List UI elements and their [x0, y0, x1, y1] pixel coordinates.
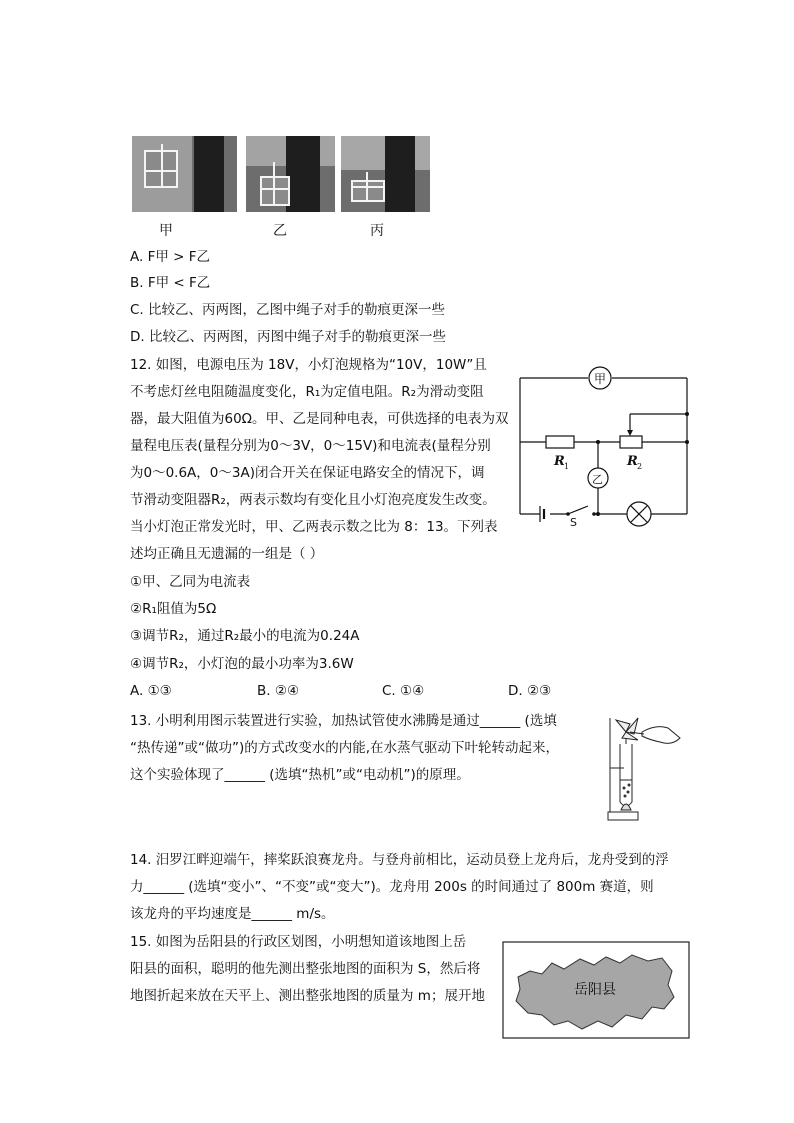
- q12-line-4: 量程电压表(量程分别为0～3V，0～15V)和电流表(量程分别: [130, 438, 491, 454]
- q13-line-3: 这个实验体现了______ (选填“热机”或“电动机”)的原理。: [130, 767, 470, 783]
- r2-label: R: [627, 454, 638, 469]
- photo-bing: [341, 136, 430, 212]
- yueyang-county-map: [502, 941, 690, 1039]
- q12-line-7: 当小灯泡正常发光时，甲、乙两表示数之比为 8：13。下列表: [130, 519, 498, 535]
- q12-line-8: 述均正确且无遗漏的一组是（ ）: [130, 546, 324, 562]
- q11-option-b: B. F甲 < F乙: [130, 275, 211, 291]
- steam-turbine-apparatus: [590, 710, 695, 826]
- caption-yi: 乙: [273, 223, 287, 239]
- q12-statement-3: ③调节R₂，通过R₂最小的电流为0.24A: [130, 628, 360, 644]
- q14-line-3: 该龙舟的平均速度是______ m/s。: [130, 906, 335, 922]
- q12-line-5: 为0～0.6A，0～3A)闭合开关在保证电路安全的情况下，调: [130, 465, 485, 481]
- q15-line-2: 阳县的面积，聪明的他先测出整张地图的面积为 S，然后将: [130, 961, 481, 977]
- q11-option-d: D. 比较乙、丙两图，丙图中绳子对手的勒痕更深一些: [130, 329, 446, 345]
- q14-line-2: 力______ (选填“变小”、“不变”或“变大”)。龙舟用 200s 的时间通过了 800m 赛道，则: [130, 879, 654, 895]
- map-label: 岳阳县: [574, 982, 616, 998]
- meter-yi-label: 乙: [592, 473, 603, 486]
- q15-line-1: 15. 如图为岳阳县的行政区划图，小明想知道该地图上岳: [130, 934, 467, 950]
- q12-option-a: A. ①③: [130, 683, 172, 699]
- caption-bing: 丙: [370, 223, 384, 239]
- switch-label: S: [570, 516, 577, 527]
- photo-yi: [246, 136, 335, 212]
- q12-line-1: 12. 如图，电源电压为 18V，小灯泡规格为“10V，10W”且: [130, 357, 487, 373]
- q11-option-a: A. F甲 > F乙: [130, 249, 211, 265]
- meter-jia-label: 甲: [594, 372, 607, 386]
- circuit-diagram: [510, 362, 695, 527]
- q12-statement-4: ④调节R₂，小灯泡的最小功率为3.6W: [130, 656, 354, 672]
- r2-subscript: 2: [637, 462, 643, 471]
- q12-line-6: 节滑动变阻器R₂，两表示数均有变化且小灯泡亮度发生改变。: [130, 492, 496, 508]
- photo-jia: [132, 136, 237, 212]
- r1-subscript: 1: [564, 462, 570, 471]
- q12-statement-1: ①甲、乙同为电流表: [130, 574, 251, 590]
- q13-line-2: “热传递”或“做功”)的方式改变水的内能,在水蒸气驱动下叶轮转动起来，: [130, 740, 560, 756]
- q12-line-2: 不考虑灯丝电阻随温度变化，R₁为定值电阻。R₂为滑动变阻: [130, 384, 484, 400]
- q13-line-1: 13. 小明利用图示装置进行实验，加热试管使水沸腾是通过______ (选填: [130, 713, 557, 729]
- q12-option-b: B. ②④: [257, 683, 300, 699]
- q14-line-1: 14. 汨罗江畔迎端午，摔桨跃浪赛龙舟。与登舟前相比，运动员登上龙舟后，龙舟受到的浮: [130, 852, 669, 868]
- q12-statement-2: ②R₁阻值为5Ω: [130, 601, 217, 617]
- q11-option-c: C. 比较乙、丙两图，乙图中绳子对手的勒痕更深一些: [130, 302, 446, 318]
- caption-jia: 甲: [159, 223, 173, 239]
- resistor-r1: [546, 436, 574, 448]
- q12-option-c: C. ①④: [382, 683, 425, 699]
- resistor-r2: [620, 436, 642, 448]
- q12-option-d: D. ②③: [508, 683, 552, 699]
- q15-line-3: 地图折起来放在天平上、测出整张地图的质量为 m；展开地: [130, 988, 485, 1004]
- r1-label: R: [554, 454, 565, 469]
- q12-line-3: 器，最大阻值为60Ω。甲、乙是同种电表，可供选择的电表为双: [130, 411, 509, 427]
